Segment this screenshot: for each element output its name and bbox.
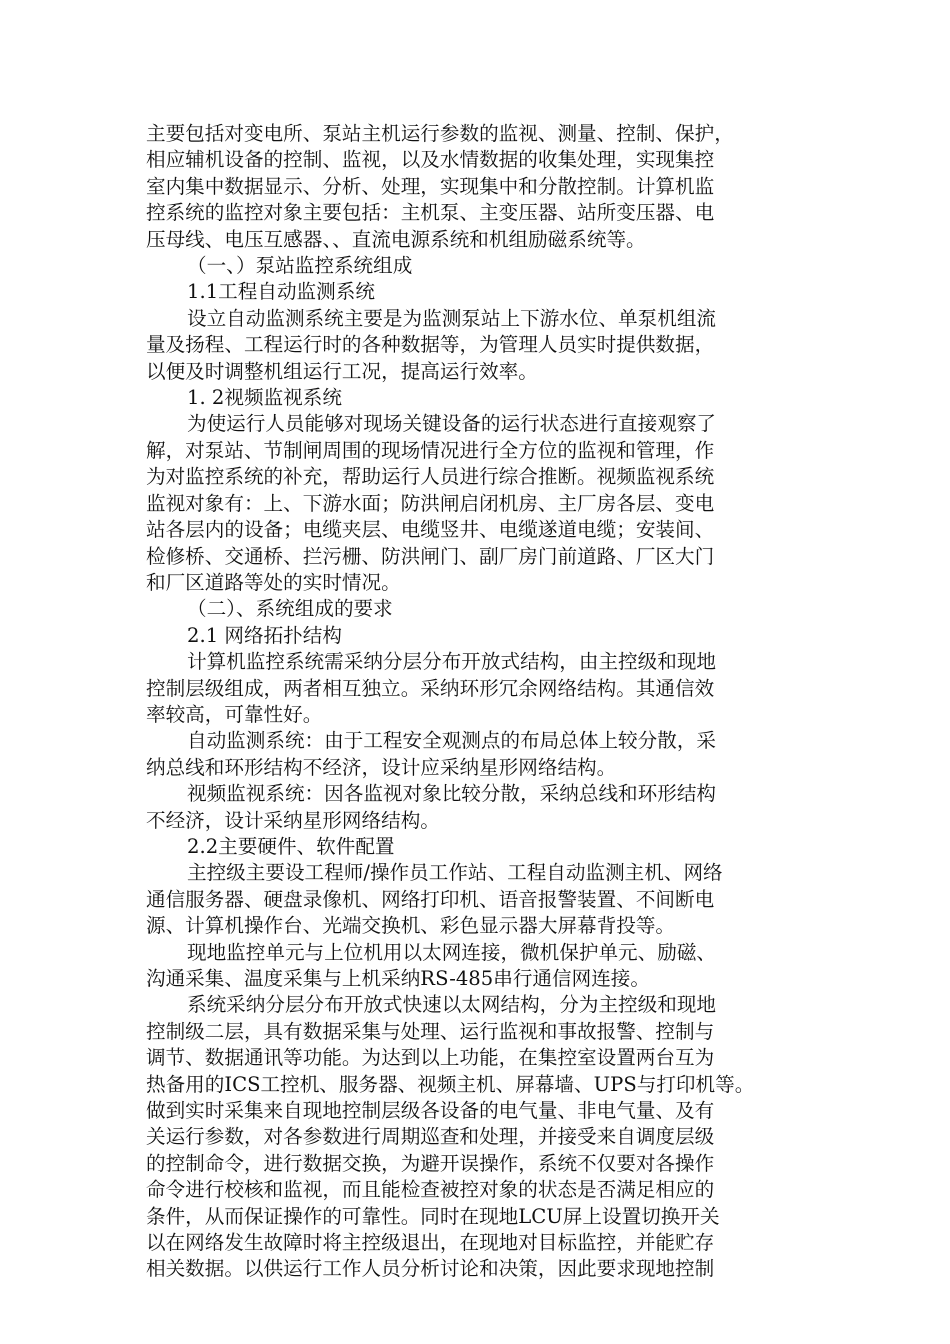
paragraph-system-architecture: 系统采纳分层分布开放式快速以太网结构，分为主控级和现地 控制级二层，具有数据采集与处理、运行监视和事故报警、控制与 调节、数据通讯等功能。为达到以上功能，在集控室设置两台互为 热备用的ICS工控机、服务器、视频主机、屏幕墙、UPS与打印机等。 做到实时采集来自现地控制层级各设备的电气量、非电气量、及有 关运行参数，对各参数进行周期巡查和处理，并接受来自调度层级 的控制命令，进行数据交换，为避开误操作，系统不仅要对各操作 命令进行校核和监视，而且能检查被控对象的状态是否满足相应的 条件，从而保证操作的可靠性。同时在现地LCU屏上设置切换开关 以在网络发生故障时将主控级退出，在现地对目标监控，并能贮存 相关数据。以供运行工作人员分析讨论和决策，因此要求现地控制	[146, 993, 755, 1281]
paragraph-auto-monitoring-network: 自动监测系统：由于工程安全观测点的布局总体上较分散，采 纳总线和环形结构不经济，设计应采纳星形网络结构。	[146, 729, 717, 779]
paragraph-local-units: 现地监控单元与上位机用以太网连接，微机保护单元、励磁、 沟通采集、温度采集与上机采纳RS-485串行通信网连接。	[146, 940, 717, 990]
subsection-heading-1-2: 1. 2视频监视系统	[187, 386, 342, 410]
document-body	[146, 121, 806, 1283]
paragraph-video-network: 视频监视系统：因各监视对象比较分散，采纳总线和环形结构 不经济，设计采纳星形网络结构。	[146, 782, 717, 832]
subsection-heading-1-1: 1.1工程自动监测系统	[187, 280, 375, 304]
paragraph-auto-monitoring: 设立自动监测系统主要是为监测泵站上下游水位、单泵机组流 量及扬程、工程运行时的各种数据等，为管理人员实时提供数据， 以便及时调整机组运行工况，提高运行效率。	[146, 306, 717, 383]
section-heading-1: （一、）泵站监控系统组成	[187, 254, 413, 278]
subsection-heading-2-1: 2.1 网络拓扑结构	[187, 623, 342, 647]
paragraph-network-structure: 计算机监控系统需采纳分层分布开放式结构，由主控级和现地 控制层级组成，两者相互独立。采纳环形冗余网络结构。其通信效 率较高，可靠性好。	[146, 650, 717, 726]
paragraph-intro: 主要包括对变电所、泵站主机运行参数的监视、测量、控制、保护， 相应辅机设备的控制、监视，以及水情数据的收集处理，实现集控 室内集中数据显示、分析、处理，实现集中和分散控制。计算机监 控系统的监控对象主要包括：主机泵、主变压器、站所变压器、电 压母线、电压互感器、、直流电源系统和机组励磁系统等。	[146, 122, 734, 251]
subsection-heading-2-2: 2.2主要硬件、软件配置	[187, 834, 395, 858]
paragraph-video-monitoring: 为使运行人员能够对现场关键设备的运行状态进行直接观察了 解，对泵站、节制闸周围的现场情况进行全方位的监视和管理，作 为对监控系统的补充，帮助运行人员进行综合推断。视频监视系统 监视对象有：上、下游水面；防洪闸启闭机房、主厂房各层、变电 站各层内的设备；电缆夹层、电缆竖井、电缆遂道电缆；安装间、 检修桥、交通桥、拦污栅、防洪闸门、副厂房门前道路、厂区大门 和厂区道路等处的实时情况。	[146, 412, 717, 594]
section-heading-2: （二）、系统组成的要求	[187, 597, 393, 621]
paragraph-hardware-config: 主控级主要设工程师/操作员工作站、工程自动监测主机、网络 通信服务器、硬盘录像机、网络打印机、语音报警装置、不间断电 源、计算机操作台、光端交换机、彩色显示器大屏幕背投等。	[146, 861, 723, 938]
